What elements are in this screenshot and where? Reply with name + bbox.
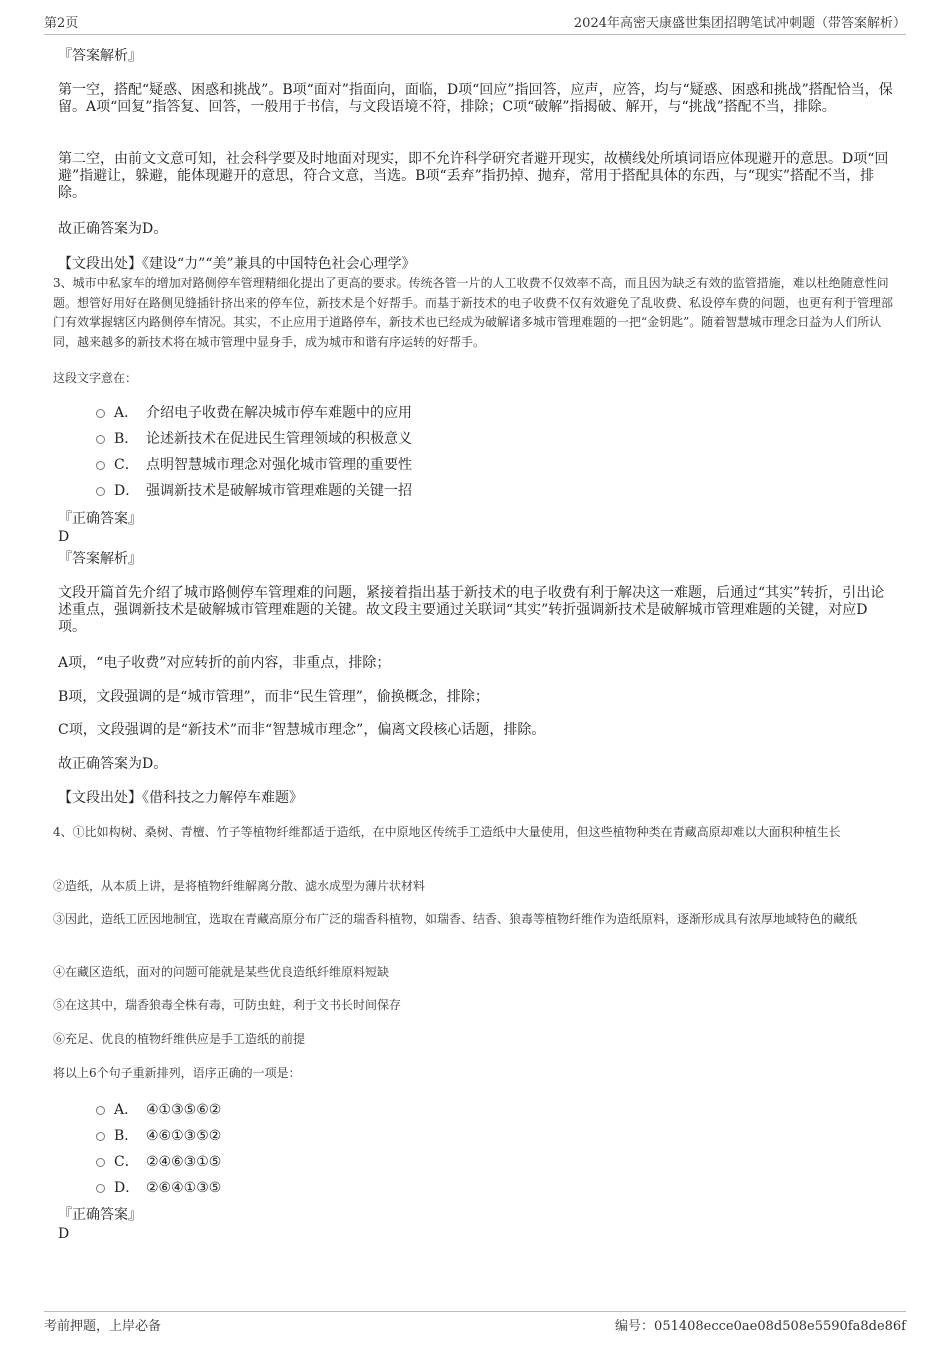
page-header — [44, 12, 906, 35]
q4-option-a[interactable]: A． ④①③⑤⑥② — [96, 1101, 221, 1119]
radio-icon[interactable] — [96, 1184, 105, 1193]
q4-sentence-3: ③因此，造纸工匠因地制宜，选取在青藏高原分布广泛的瑞香科植物，如瑞香、结香、狼毒等植物纤维作为造纸原料，逐渐形成具有浓厚地域特色的藏纸 — [53, 912, 858, 926]
q2-source: 【文段出处】《建设“力”“美”兼具的中国特色社会心理学》 — [58, 256, 416, 272]
document-title: 2024年高密天康盛世集团招聘笔试冲刺题（带答案解析） — [573, 16, 906, 31]
q4-prompt: 将以上6个句子重新排列，语序正确的一项是： — [53, 1066, 301, 1080]
q4-answer-title: 『正确答案』 — [58, 1207, 142, 1223]
q2-analysis-p1: 第一空，搭配“疑惑、困惑和挑战”。B项“面对”指面向，面临，D项“回应”指回答，应声，应答，均与“疑惑、困惑和挑战”搭配恰当，保留。A项“回复”指答复、回答，一般用于书信，与文段语境不符，排除；C项“破解”指揭破、解开，与“挑战”搭配不当，排除。 — [58, 82, 893, 115]
q3-analysis-title: 『答案解析』 — [58, 551, 142, 567]
radio-icon[interactable] — [96, 1132, 105, 1141]
page-footer — [44, 1311, 906, 1334]
q3-analysis-c: C项，文段强调的是“新技术”而非“智慧城市理念”，偏离文段核心话题，排除。 — [58, 722, 546, 738]
q3-conclusion: 故正确答案为D。 — [58, 756, 168, 772]
q4-sentence-6: ⑥充足、优良的植物纤维供应是手工造纸的前提 — [53, 1032, 306, 1046]
q2-conclusion: 故正确答案为D。 — [58, 221, 168, 237]
q3-stem: 3、城市中私家车的增加对路侧停车管理精细化提出了更高的要求。传统各管一片的人工收费不仅效率不高，而且因为缺乏有效的监管措施，难以杜绝随意性问题。想管好用好在路侧见缝插针挤出来的停车位，新技术是个好帮手。而基于新技术的电子收费不仅有效避免了乱收费、私设停车费的问题，也更有利于管理部门有效掌握辖区内路侧停车情况。其实，不止应用于道路停车，新技术也已经成为破解诸多城市管理难题的一把“金钥匙”。随着智慧城市理念日益为人们所认同，越来越多的新技术将在城市管理中显身手，成为城市和谐有序运转的好帮手。 — [53, 276, 894, 349]
radio-icon[interactable] — [96, 1158, 105, 1167]
footer-slogan: 考前押题，上岸必备 — [44, 1319, 162, 1334]
q3-option-d[interactable]: D． 强调新技术是破解城市管理难题的关键一招 — [96, 482, 412, 500]
radio-icon[interactable] — [96, 435, 105, 444]
q2-analysis-title: 『答案解析』 — [58, 48, 142, 64]
q4-sentence-5: ⑤在这其中，瑞香狼毒全株有毒，可防虫蛀，利于文书长时间保存 — [53, 998, 402, 1012]
q3-option-b[interactable]: B． 论述新技术在促进民生管理领域的积极意义 — [96, 430, 412, 448]
q4-sentence-4: ④在藏区造纸，面对的问题可能就是某些优良造纸纤维原料短缺 — [53, 965, 390, 979]
radio-icon[interactable] — [96, 409, 105, 418]
q4-sentence-1: 4、①比如构树、桑树、青檀、竹子等植物纤维都适于造纸，在中原地区传统手工造纸中大量使用，但这些植物种类在青藏高原却难以大面积种植生长 — [53, 825, 841, 839]
q3-analysis-p1: 文段开篇首先介绍了城市路侧停车管理难的问题，紧接着指出基于新技术的电子收费有利于解决这一难题，后通过“其实”转折，引出论述重点，强调新技术是破解城市管理难题的关键。故文段主要通过关联词“其实”转折强调新技术是破解城市管理难题的关键，对应D项。 — [58, 585, 885, 635]
q4-answer: D — [58, 1226, 70, 1242]
q3-answer-title: 『正确答案』 — [58, 511, 142, 527]
radio-icon[interactable] — [96, 487, 105, 496]
q4-option-c[interactable]: C． ②④⑥③①⑤ — [96, 1153, 221, 1171]
radio-icon[interactable] — [96, 1106, 105, 1115]
q3-option-c[interactable]: C． 点明智慧城市理念对强化城市管理的重要性 — [96, 456, 412, 474]
q3-answer: D — [58, 529, 70, 545]
q2-analysis-p2: 第二空，由前文文意可知，社会科学要及时地面对现实，即不允许科学研究者避开现实，故横线处所填词语应体现避开的意思。D项“回避”指避让，躲避，能体现避开的意思，符合文意，当选。B项“丢弃”指扔掉、抛弃，常用于搭配具体的东西，与“现实”搭配不当，排除。 — [58, 151, 889, 201]
q4-sentence-2: ②造纸，从本质上讲，是将植物纤维解离分散、滤水成型为薄片状材料 — [53, 879, 426, 893]
q3-option-a[interactable]: A． 介绍电子收费在解决城市停车难题中的应用 — [96, 404, 412, 422]
q3-analysis-a: A项，“电子收费”对应转折的前内容，非重点，排除； — [58, 655, 391, 671]
q3-prompt: 这段文字意在： — [53, 371, 138, 385]
page-number: 第2页 — [44, 16, 79, 31]
q3-analysis-b: B项，文段强调的是“城市管理”，而非“民生管理”，偷换概念，排除； — [58, 689, 489, 705]
radio-icon[interactable] — [96, 461, 105, 470]
q3-source: 【文段出处】《借科技之力解停车难题》 — [58, 790, 303, 806]
q4-option-b[interactable]: B． ④⑥①③⑤② — [96, 1127, 221, 1145]
q4-option-d[interactable]: D． ②⑥④①③⑤ — [96, 1179, 221, 1197]
document-id: 编号：051408ecce0ae08d508e5590fa8de86f — [615, 1319, 906, 1334]
